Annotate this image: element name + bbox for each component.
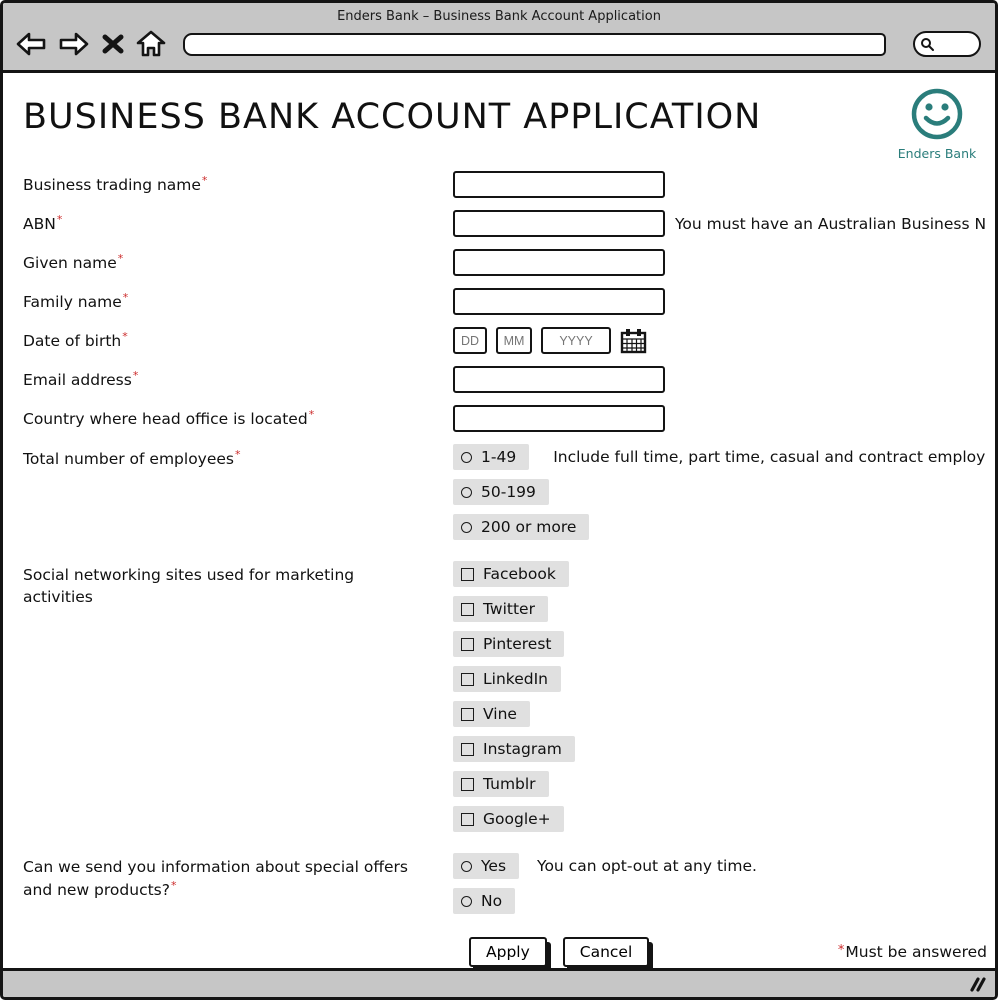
opt-out-note: You can opt-out at any time.	[537, 857, 757, 875]
field-row-social-networking	[23, 561, 995, 841]
required-asterisk: *	[201, 173, 208, 187]
special-offers-label: Can we send you information about special offers and new products?	[23, 858, 409, 900]
checkbox-label: Instagram	[483, 740, 562, 758]
back-icon[interactable]	[15, 30, 47, 58]
family-name-input[interactable]	[453, 288, 665, 315]
radio-icon	[461, 896, 472, 907]
given-name-input[interactable]	[453, 249, 665, 276]
checkbox-icon	[461, 673, 474, 686]
checkbox-icon	[461, 743, 474, 756]
checkbox-option-google-plus[interactable]	[453, 806, 564, 832]
footnote-asterisk: *	[837, 943, 845, 958]
checkbox-label: Vine	[483, 705, 517, 723]
radio-option-yes[interactable]	[453, 853, 519, 879]
address-bar-input[interactable]	[183, 33, 886, 56]
calendar-icon[interactable]	[620, 328, 647, 354]
abn-note: You must have an Australian Business N	[675, 214, 987, 233]
footnote-text: Must be answered	[845, 943, 987, 961]
radio-label: Yes	[481, 857, 507, 875]
family-name-label: Family name	[23, 293, 122, 312]
checkbox-icon	[461, 568, 474, 581]
checkbox-icon	[461, 778, 474, 791]
field-row-given-name	[23, 249, 995, 276]
checkbox-label: Google+	[483, 810, 551, 828]
dob-day-input[interactable]	[453, 327, 487, 354]
checkbox-option-linkedin[interactable]	[453, 666, 561, 692]
checkbox-option-instagram[interactable]	[453, 736, 575, 762]
business-trading-name-label: Business trading name	[23, 176, 201, 195]
bank-logo-name: Enders Bank	[897, 146, 977, 161]
dob-year-input[interactable]	[541, 327, 611, 354]
email-input[interactable]	[453, 366, 665, 393]
cancel-button[interactable]: Cancel	[563, 937, 650, 967]
radio-label: 1-49	[481, 448, 517, 466]
page-title: BUSINESS BANK ACCOUNT APPLICATION	[23, 97, 762, 137]
employees-label: Total number of employees	[23, 450, 234, 469]
field-row-employees	[23, 444, 995, 549]
checkbox-icon	[461, 813, 474, 826]
checkbox-option-tumblr[interactable]	[453, 771, 549, 797]
checkbox-icon	[461, 708, 474, 721]
checkbox-icon	[461, 638, 474, 651]
radio-label: 200 or more	[481, 518, 577, 536]
business-trading-name-input[interactable]	[453, 171, 665, 198]
apply-button[interactable]: Apply	[469, 937, 547, 967]
abn-label: ABN	[23, 215, 56, 234]
date-of-birth-label: Date of birth	[23, 332, 122, 351]
dob-month-input[interactable]	[496, 327, 532, 354]
abn-input[interactable]	[453, 210, 665, 237]
bank-logo	[891, 87, 983, 161]
radio-icon	[461, 861, 472, 872]
required-asterisk: *	[56, 212, 63, 226]
stop-icon[interactable]	[101, 32, 125, 56]
forward-icon[interactable]	[58, 30, 90, 58]
form-actions	[23, 937, 995, 967]
social-networking-label: Social networking sites used for marketing activities	[23, 566, 355, 606]
radio-option-50-199[interactable]	[453, 479, 549, 505]
checkbox-label: Twitter	[483, 600, 535, 618]
radio-icon	[461, 487, 472, 498]
radio-icon	[461, 522, 472, 533]
required-asterisk: *	[308, 407, 315, 421]
radio-option-200-or-more[interactable]	[453, 514, 589, 540]
checkbox-label: Facebook	[483, 565, 556, 583]
search-box[interactable]	[913, 31, 981, 57]
required-asterisk: *	[235, 448, 241, 461]
radio-option-no[interactable]	[453, 888, 515, 914]
required-asterisk: *	[122, 290, 129, 304]
checkbox-option-facebook[interactable]	[453, 561, 569, 587]
radio-label: 50-199	[481, 483, 536, 501]
checkbox-icon	[461, 603, 474, 616]
required-asterisk: *	[117, 251, 124, 265]
country-input[interactable]	[453, 405, 665, 432]
checkbox-label: LinkedIn	[483, 670, 548, 688]
radio-label: No	[481, 892, 503, 910]
required-footnote	[838, 943, 987, 961]
search-input[interactable]	[938, 37, 978, 51]
field-row-country	[23, 405, 995, 432]
required-asterisk: *	[132, 368, 139, 382]
field-row-abn	[23, 210, 995, 237]
browser-toolbar	[3, 26, 995, 73]
home-icon[interactable]	[136, 30, 166, 58]
checkbox-option-twitter[interactable]	[453, 596, 548, 622]
required-asterisk: *	[170, 879, 177, 892]
resize-grip-icon[interactable]	[967, 976, 987, 992]
checkbox-label: Pinterest	[483, 635, 552, 653]
field-row-email	[23, 366, 995, 393]
given-name-label: Given name	[23, 254, 117, 273]
radio-icon	[461, 452, 472, 463]
search-icon	[920, 37, 935, 52]
checkbox-option-pinterest[interactable]	[453, 631, 564, 657]
status-bar	[3, 968, 995, 997]
employees-note: Include full time, part time, casual and contract employ	[553, 448, 986, 466]
window-title: Enders Bank – Business Bank Account Application	[3, 3, 995, 26]
page-content	[3, 73, 995, 968]
checkbox-label: Tumblr	[483, 775, 536, 793]
field-row-business-trading-name	[23, 171, 995, 198]
field-row-special-offers	[23, 853, 995, 923]
email-label: Email address	[23, 371, 132, 390]
required-asterisk: *	[122, 329, 128, 343]
country-label: Country where head office is located	[23, 410, 308, 429]
radio-option-1-49[interactable]	[453, 444, 529, 470]
smiley-face-icon	[910, 87, 964, 141]
checkbox-option-vine[interactable]	[453, 701, 530, 727]
field-row-date-of-birth	[23, 327, 995, 354]
field-row-family-name	[23, 288, 995, 315]
